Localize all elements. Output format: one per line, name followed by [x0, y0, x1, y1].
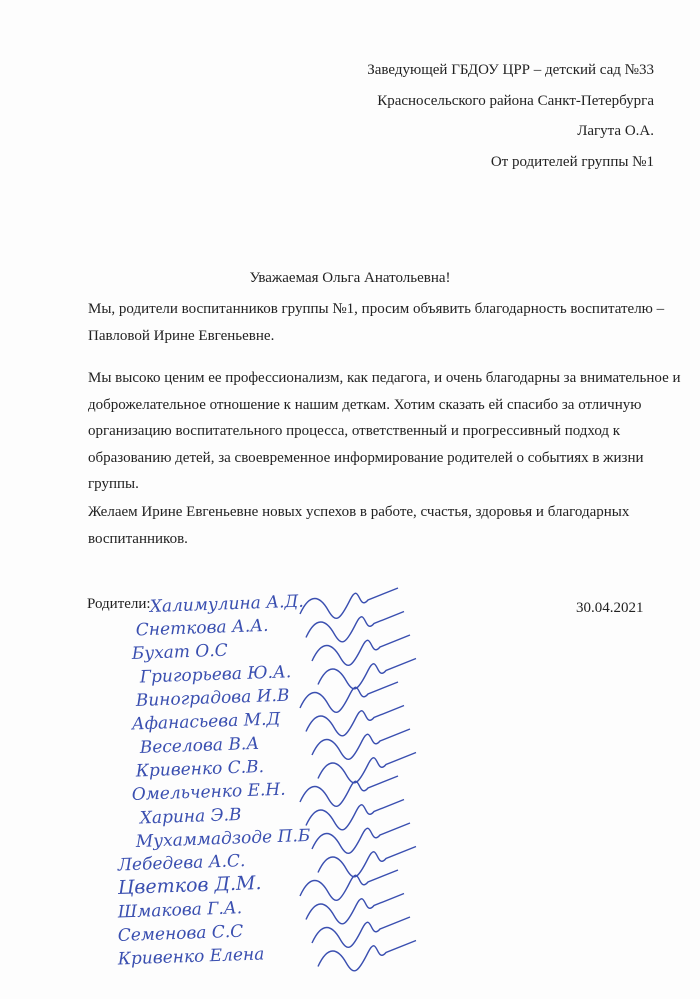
signature-scribble	[300, 682, 398, 712]
signature-name: Веселова В.А	[139, 733, 260, 758]
addressee-name: Лагута О.А.	[577, 123, 654, 139]
paragraph-wishes: Желаем Ирине Евгеньевне новых успехов в работе, счастья, здоровья и благодарных воспитанников.	[88, 504, 630, 547]
signature-scribble	[318, 753, 416, 783]
signature-scribble	[300, 870, 398, 900]
signature-name: Бухат О.С	[131, 640, 229, 664]
signature-name: Омельченко Е.Н.	[131, 779, 286, 805]
signature-scribble	[318, 941, 416, 971]
signature-name: Снеткова А.А.	[135, 615, 269, 641]
signature-scribble	[312, 729, 410, 759]
signature-scribble	[306, 894, 404, 924]
signature-scribble	[306, 706, 404, 736]
signature-scribble	[318, 847, 416, 877]
addressee-line: Заведующей ГБДОУ ЦРР – детский сад №33	[367, 62, 654, 78]
signature-name: Цветков Д.М.	[117, 871, 262, 899]
signature-name: Григорьева Ю.А.	[139, 662, 292, 688]
signature-name: Лебедева А.С.	[117, 851, 246, 876]
signature-name: Кривенко Елена	[117, 944, 265, 970]
signatures-label: Родители:	[87, 596, 151, 612]
signature-name: Виноградова И.В	[135, 685, 290, 711]
signature-scribble	[306, 612, 404, 642]
signature-name: Семенова С.С	[117, 921, 244, 946]
signature-name: Афанасьева М.Д	[131, 709, 281, 735]
signature-name: Мухаммадзоде П.Б	[135, 825, 311, 852]
sender-line: От родителей группы №1	[490, 154, 654, 170]
signature-name: Харина Э.В	[139, 804, 242, 829]
signature-scribble	[318, 659, 416, 689]
signature-scribble	[312, 917, 410, 947]
signature-name: Халимулина А.Д.	[149, 591, 305, 617]
paragraph-appreciation: Мы высоко ценим ее профессионализм, как педагога, и очень благодарны за внимательное и доброжелательное отношение к нашим деткам. Хотим сказать ей спасибо за отличную организацию воспитательного процесса, ответственный и прогрессивный подход к образованию детей, за своевременное информирование родителей о событиях в жизни группы.	[88, 370, 681, 492]
greeting: Уважаемая Ольга Анатольевна!	[249, 270, 451, 286]
signature-scribble	[300, 776, 398, 806]
addressee-district: Красносельского района Санкт-Петербурга	[377, 93, 654, 109]
paragraph-request: Мы, родители воспитанников группы №1, просим объявить благодарность воспитателю – Павловой Ирине Евгеньевне.	[88, 301, 665, 344]
signature-scribble	[306, 800, 404, 830]
signature-scribble	[312, 823, 410, 853]
signature-name: Шмакова Г.А.	[117, 898, 243, 923]
signature-scribble	[312, 635, 410, 665]
signature-scribble	[300, 588, 398, 618]
signature-name: Кривенко С.В.	[135, 757, 265, 782]
letter-date: 30.04.2021	[576, 600, 644, 616]
